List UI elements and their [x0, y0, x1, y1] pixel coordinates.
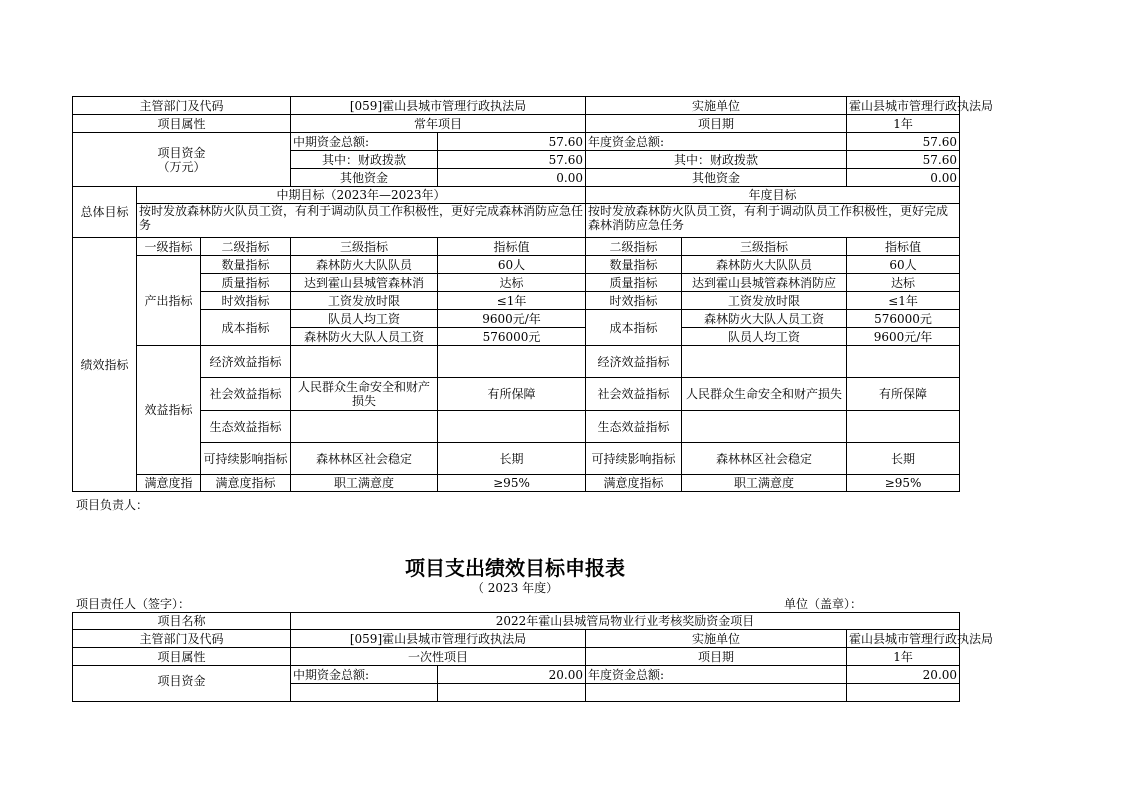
- mid-fiscal-label: 其中：财政拨款: [291, 151, 438, 169]
- form-year: （ 2023 年度）: [471, 581, 559, 595]
- mid-goal-header: 中期目标（2023年—2023年）: [137, 187, 586, 204]
- mid-total-label-2: 中期资金总额:: [291, 666, 438, 684]
- cell: 森林防火大队队员: [682, 256, 847, 274]
- cell: 576000元: [847, 310, 960, 328]
- mid-total-value-2: 20.00: [438, 666, 586, 684]
- cell: 9600元/年: [847, 328, 960, 346]
- table-row: 数量指标: [201, 256, 291, 274]
- h-r-level3: 三级指标: [682, 238, 847, 256]
- h-r-value: 指标值: [847, 238, 960, 256]
- funds-label-line1: 项目资金: [157, 145, 206, 160]
- cell: ≤1年: [438, 292, 586, 310]
- impl-label: 实施单位: [586, 97, 847, 115]
- h-level2: 二级指标: [201, 238, 291, 256]
- cell: 生态效益指标: [586, 411, 682, 443]
- period-value-2: 1年: [847, 648, 960, 666]
- cell: 工资发放时限: [291, 292, 438, 310]
- mid-other-label: 其他资金: [291, 169, 438, 187]
- cell: 达到霍山县城管森林消防应: [682, 274, 847, 292]
- dept-label-2: 主管部门及代码: [73, 630, 291, 648]
- cell: ≤1年: [847, 292, 960, 310]
- cell: 职工满意度: [291, 475, 438, 492]
- performance-table-2: [72, 612, 994, 702]
- h-r-level2: 二级指标: [586, 238, 682, 256]
- cell: 队员人均工资: [682, 328, 847, 346]
- perf-indicator-label: 绩效指标: [73, 238, 137, 492]
- year-fiscal-value: 57.60: [847, 151, 960, 169]
- overall-goal-label: 总体目标: [73, 187, 137, 238]
- cell: 质量指标: [586, 274, 682, 292]
- attr-value: 常年项目: [291, 115, 586, 133]
- cell: 成本指标: [586, 310, 682, 346]
- cell: 长期: [438, 443, 586, 475]
- impl-label-2: 实施单位: [586, 630, 847, 648]
- table-row: 生态效益指标: [201, 411, 291, 443]
- year-other-value: 0.00: [847, 169, 960, 187]
- table-row: 可持续影响指标: [201, 443, 291, 475]
- year-other-label: 其他资金: [586, 169, 847, 187]
- responsible-label: 项目责任人（签字）：: [76, 597, 191, 611]
- mid-total-value: 57.60: [438, 133, 586, 151]
- funds-label-2: 项目资金: [73, 666, 291, 702]
- year-goal-text: 按时发放森林防火队员工资，有利于调动队员工作积极性，更好完成森林消防应急任务: [586, 204, 960, 238]
- year-total-label-2: 年度资金总额:: [586, 666, 847, 684]
- cell: 森林防火大队人员工资: [291, 328, 438, 346]
- cell: 时效指标: [586, 292, 682, 310]
- name-value: 2022年霍山县城管局物业行业考核奖励资金项目: [291, 613, 960, 630]
- project-head-label: 项目负责人：: [76, 498, 149, 512]
- period-label: 项目期: [586, 115, 847, 133]
- table-row: 成本指标: [201, 310, 291, 346]
- cell: ≥95%: [847, 475, 960, 492]
- cell: 长期: [847, 443, 960, 475]
- unit-seal-label: 单位（盖章）：: [784, 597, 863, 611]
- attr-label: 项目属性: [73, 115, 291, 133]
- impl-value: 霍山县城市管理行政执法局: [847, 97, 960, 115]
- cell: 数量指标: [586, 256, 682, 274]
- cell: 森林防火大队队员: [291, 256, 438, 274]
- name-label: 项目名称: [73, 613, 291, 630]
- year-total-label: 年度资金总额:: [586, 133, 847, 151]
- cell: 队员人均工资: [291, 310, 438, 328]
- cell: 60人: [847, 256, 960, 274]
- cell: 有所保障: [847, 378, 960, 411]
- dept-value: [059]霍山县城市管理行政执法局: [291, 97, 586, 115]
- satisfaction-indicator: 满意度指: [137, 475, 201, 492]
- h-level1: 一级指标: [137, 238, 201, 256]
- cell: 森林防火大队人员工资: [682, 310, 847, 328]
- cell: 满意度指标: [586, 475, 682, 492]
- funds-label-line2: （万元）: [157, 159, 206, 174]
- mid-fiscal-value: 57.60: [438, 151, 586, 169]
- h-value: 指标值: [438, 238, 586, 256]
- cell: 经济效益指标: [586, 346, 682, 378]
- cell: 可持续影响指标: [586, 443, 682, 475]
- cell: 森林林区社会稳定: [291, 443, 438, 475]
- attr-value-2: 一次性项目: [291, 648, 586, 666]
- cell: 达标: [438, 274, 586, 292]
- table-row: 满意度指标: [201, 475, 291, 492]
- period-value: 1年: [847, 115, 960, 133]
- cell: 达到霍山县城管森林消: [291, 274, 438, 292]
- year-fiscal-label: 其中：财政拨款: [586, 151, 847, 169]
- dept-label: 主管部门及代码: [73, 97, 291, 115]
- cell: 达标: [847, 274, 960, 292]
- cell: ≥95%: [438, 475, 586, 492]
- mid-other-value: 0.00: [438, 169, 586, 187]
- form-title: 项目支出绩效目标申报表: [405, 556, 625, 580]
- cell: 60人: [438, 256, 586, 274]
- year-goal-header: 年度目标: [586, 187, 960, 204]
- year-total-value-2: 20.00: [847, 666, 960, 684]
- cell: 9600元/年: [438, 310, 586, 328]
- impl-value-2: 霍山县城市管理行政执法局: [847, 630, 960, 648]
- output-indicator: 产出指标: [137, 256, 201, 346]
- mid-goal-text: 按时发放森林防火队员工资，有利于调动队员工作积极性，更好完成森林消防应急任务: [137, 204, 586, 238]
- year-total-value: 57.60: [847, 133, 960, 151]
- mid-total-label: 中期资金总额:: [291, 133, 438, 151]
- table-row: 经济效益指标: [201, 346, 291, 378]
- cell: 人民群众生命安全和财产损失: [682, 378, 847, 411]
- attr-label-2: 项目属性: [73, 648, 291, 666]
- table-row: 时效指标: [201, 292, 291, 310]
- cell: 森林林区社会稳定: [682, 443, 847, 475]
- h-level3: 三级指标: [291, 238, 438, 256]
- cell: 人民群众生命安全和财产损失: [291, 378, 438, 411]
- cell: 有所保障: [438, 378, 586, 411]
- period-label-2: 项目期: [586, 648, 847, 666]
- benefit-indicator: 效益指标: [137, 346, 201, 475]
- cell: 社会效益指标: [586, 378, 682, 411]
- cell: 职工满意度: [682, 475, 847, 492]
- table-row: 质量指标: [201, 274, 291, 292]
- table-row: 社会效益指标: [201, 378, 291, 411]
- cell: 工资发放时限: [682, 292, 847, 310]
- cell: 576000元: [438, 328, 586, 346]
- dept-value-2: [059]霍山县城市管理行政执法局: [291, 630, 586, 648]
